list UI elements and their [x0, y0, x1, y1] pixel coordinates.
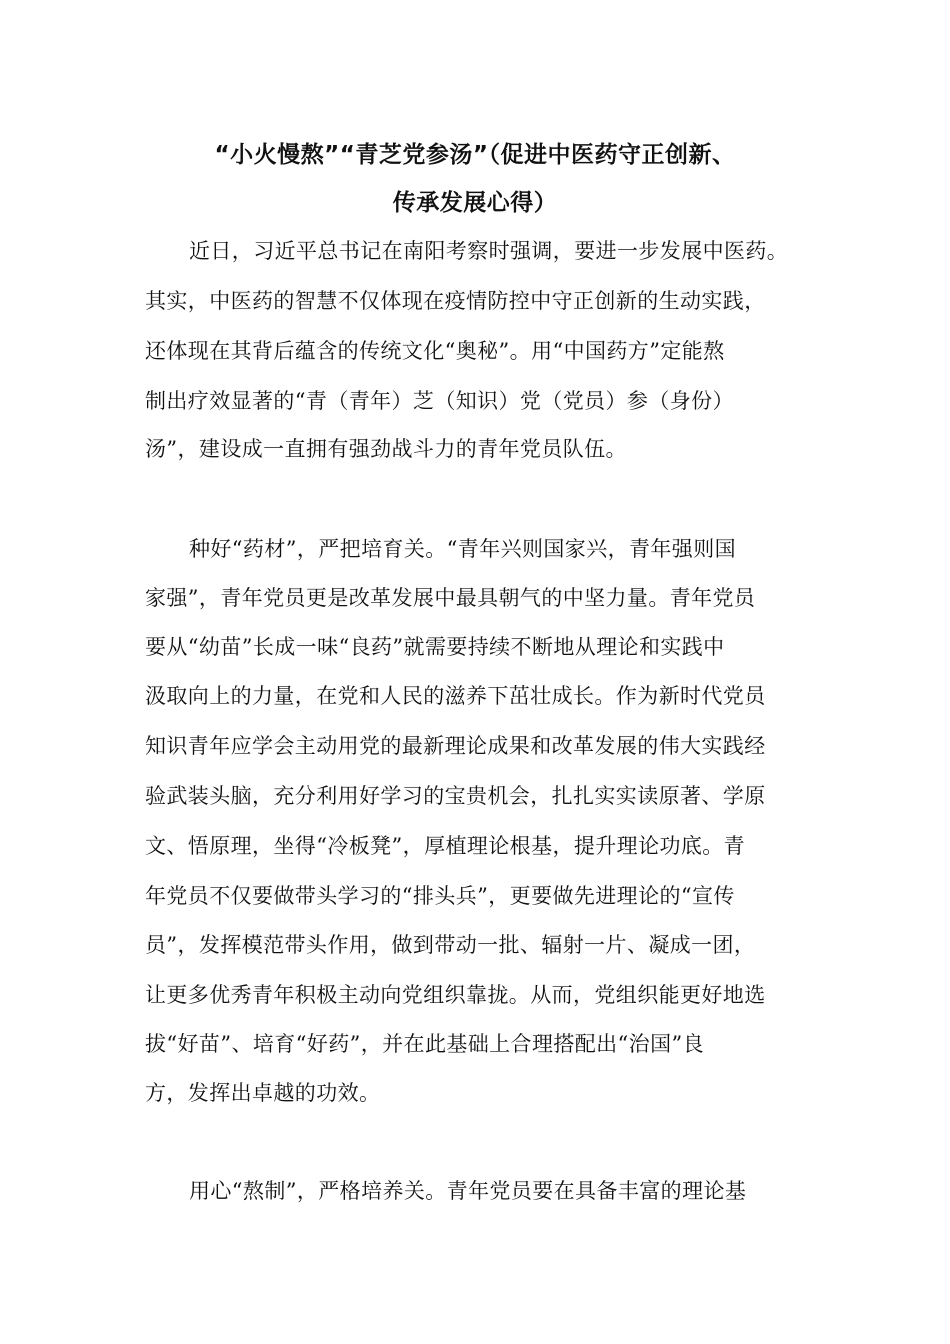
paragraph-2-line-1: 种好“药材”，严把培育关。“青年兴则国家兴，青年强则国 [189, 537, 737, 561]
paragraph-2-line-4: 汲取向上的力量，在党和人民的滋养下茁壮成长。作为新时代党员 [145, 684, 766, 708]
paragraph-1-line-1: 近日，习近平总书记在南阳考察时强调，要进一步发展中医药。 [189, 239, 789, 263]
paragraph-1-line-5: 汤”，建设成一直拥有强劲战斗力的青年党员队伍。 [145, 437, 627, 461]
paragraph-3-line-1: 用心“熬制”，严格培养关。青年党员要在具备丰富的理论基 [189, 1179, 747, 1203]
paragraph-2-line-5: 知识青年应学会主动用党的最新理论成果和改革发展的伟大实践经 [145, 734, 766, 758]
paragraph-2-line-7: 文、悟原理，坐得“冷板凳”，厚植理论根基，提升理论功底。青 [145, 834, 746, 858]
paragraph-2-line-3: 要从“幼苗”长成一味“良药”就需要持续不断地从理论和实践中 [145, 635, 725, 659]
paragraph-1-line-2: 其实，中医药的智慧不仅体现在疫情防控中守正创新的生动实践， [145, 289, 766, 313]
paragraph-2-line-12: 方，发挥出卓越的功效。 [145, 1081, 381, 1105]
paragraph-2-line-10: 让更多优秀青年积极主动向党组织靠拢。从而，党组织能更好地选 [145, 983, 766, 1007]
paragraph-2-line-8: 年党员不仅要做带头学习的“排头兵”，更要做先进理论的“宣传 [145, 884, 735, 908]
document-title-line-1: “小火慢熬”“青芝党参汤”（促进中医药守正创新、 [214, 142, 736, 168]
document-title-line-2: 传承发展心得） [392, 190, 558, 216]
paragraph-2-line-11: 拔“好苗”、培育“好药”，并在此基础上合理搭配出“治国”良 [145, 1032, 705, 1056]
paragraph-2-line-6: 验武装头脑，充分利用好学习的宝贵机会，扎扎实实读原著、学原 [145, 784, 766, 808]
paragraph-1-line-4: 制出疗效显著的“青（青年）芝（知识）党（党员）参（身份） [145, 389, 734, 413]
paragraph-1-line-3: 还体现在其背后蕴含的传统文化“奥秘”。用“中国药方”定能熬 [145, 339, 725, 363]
paragraph-2-line-2: 家强”，青年党员更是改革发展中最具朝气的中坚力量。青年党员 [145, 586, 756, 610]
paragraph-2-line-9: 员”，发挥模范带头作用，做到带动一批、辐射一片、凝成一团， [145, 933, 756, 957]
